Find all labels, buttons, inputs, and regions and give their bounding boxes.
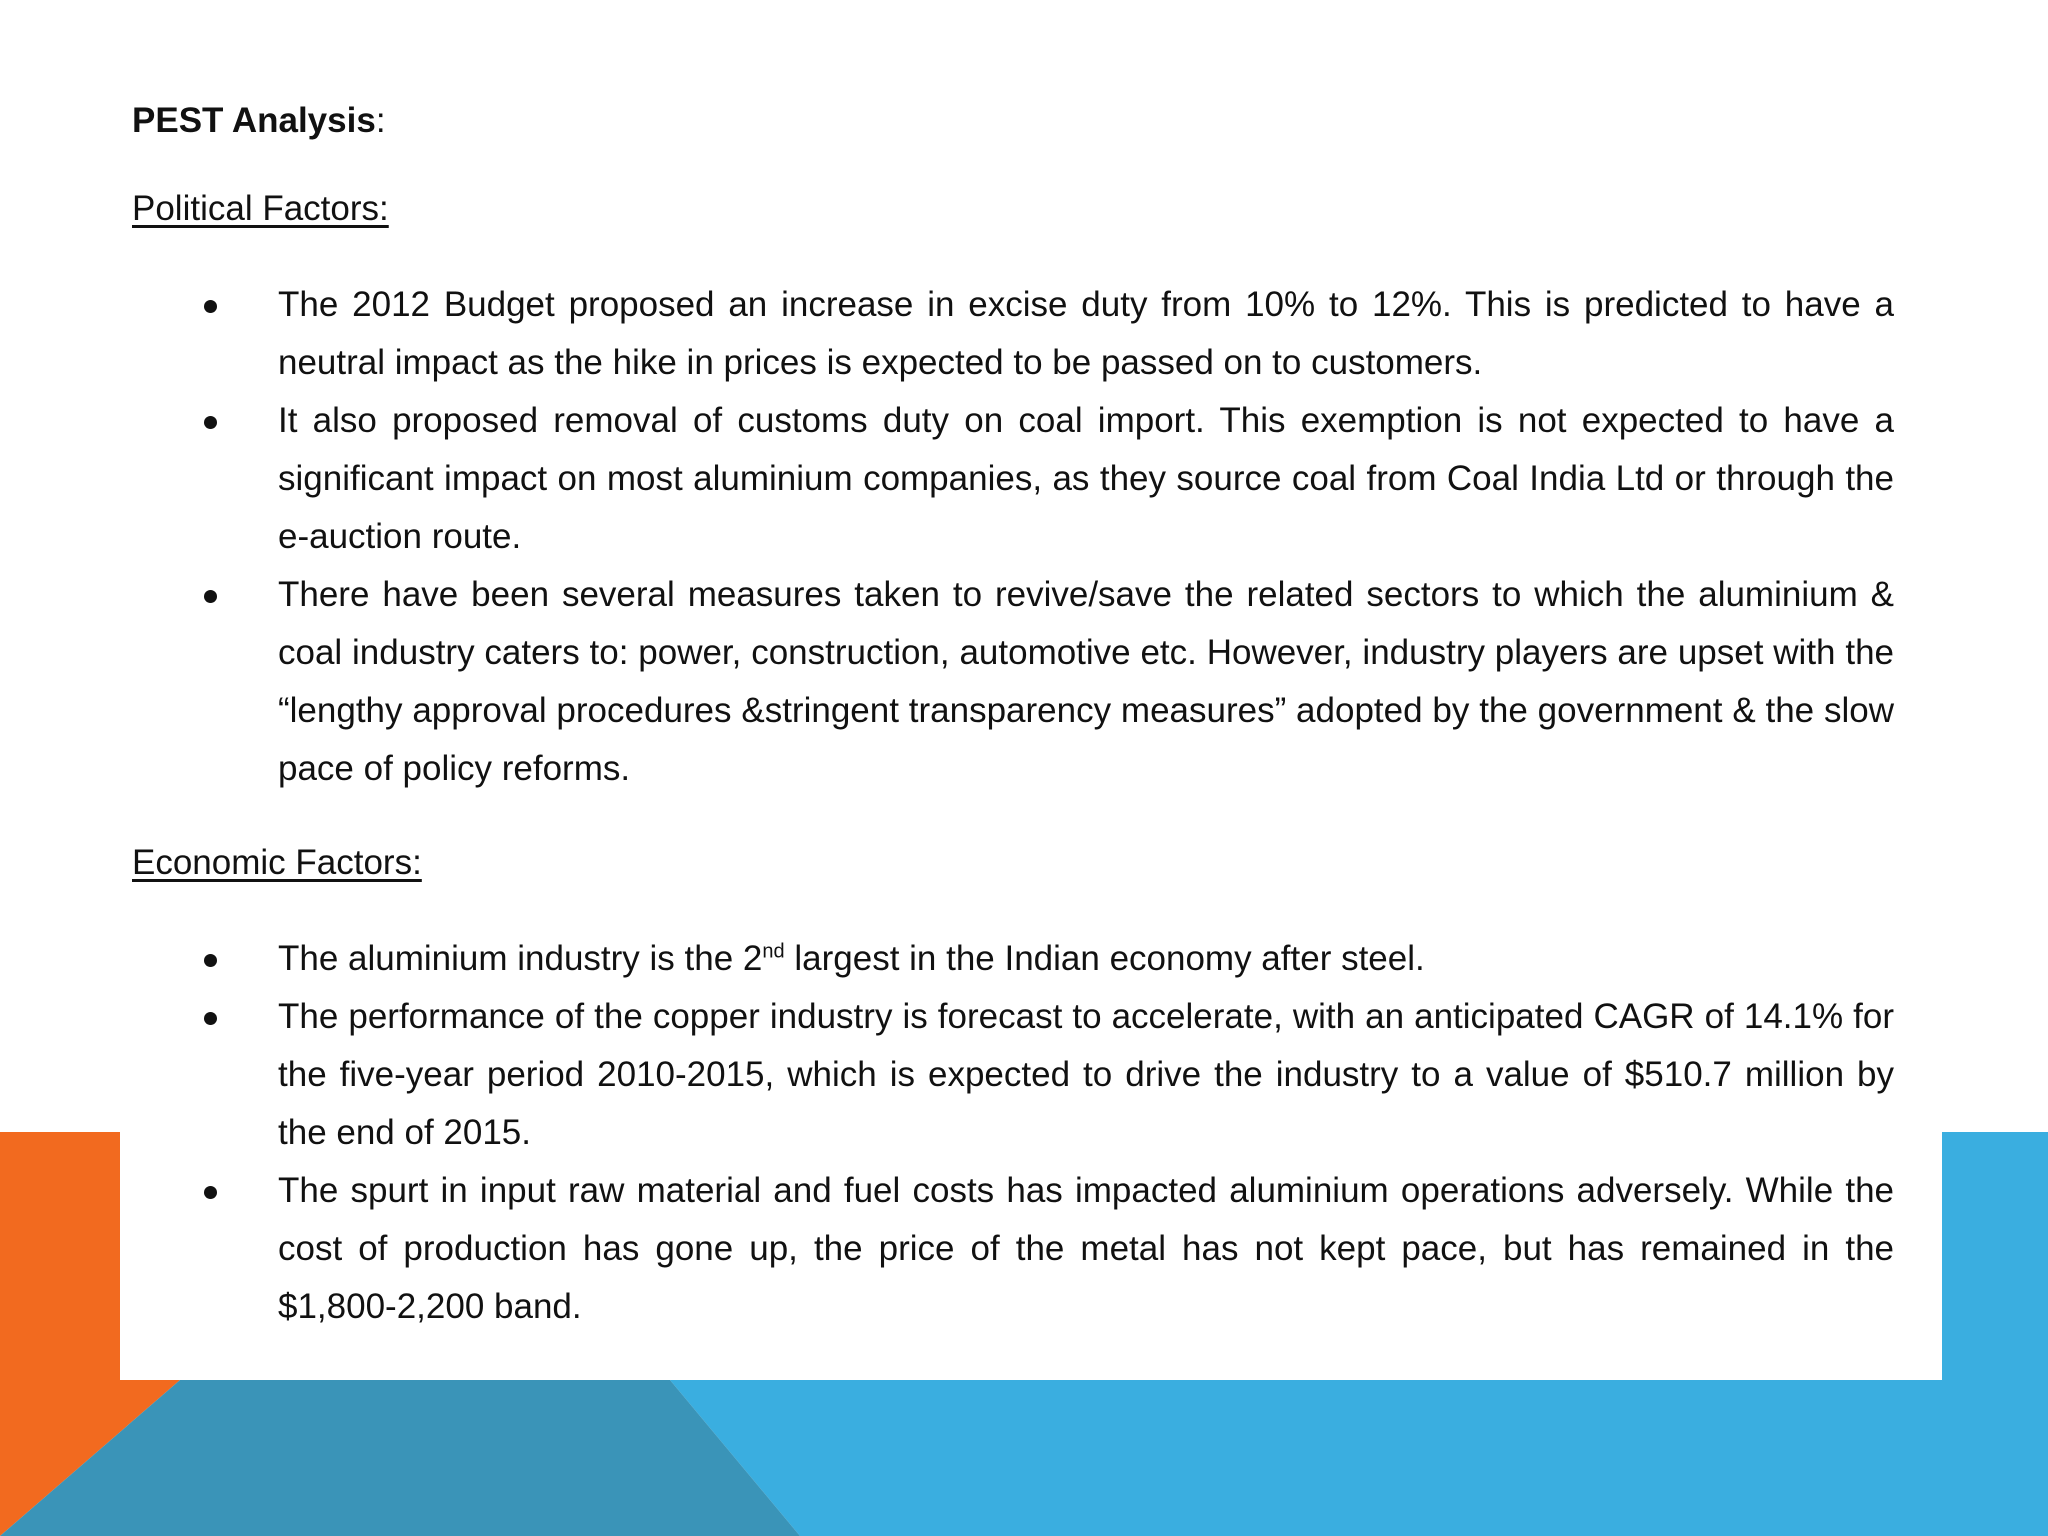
- list-item: [132, 1162, 1902, 1336]
- document-page: [120, 0, 1942, 1380]
- list-item: [132, 988, 1902, 1162]
- title-colon: :: [375, 101, 386, 140]
- bullet-dot-icon: [204, 416, 217, 429]
- page-title: [132, 96, 1902, 146]
- bullet-dot-icon: [204, 590, 217, 603]
- list-item: [132, 566, 1902, 798]
- list-item-text-after: largest in the Indian economy after steel.: [784, 939, 1425, 978]
- list-item-text: It also proposed removal of customs duty on coal import. This exemption is not expected to have a significant impact on most aluminium companies, as they source coal from Coal India Ltd or through the e-auction route.: [278, 401, 1894, 556]
- bullet-dot-icon: [204, 954, 217, 967]
- title-text: PEST Analysis: [132, 101, 376, 140]
- list-item: [132, 276, 1902, 392]
- list-item: [132, 930, 1902, 988]
- list-item-text: The performance of the copper industry is forecast to accelerate, with an anticipated CAGR of 14.1% for the five-year period 2010-2015, which is expected to drive the industry to a value of $510.7 million by the end of 2015.: [278, 997, 1894, 1152]
- political-factors-heading: Political Factors:: [132, 189, 389, 228]
- list-item-text-before: The aluminium industry is the 2: [278, 939, 763, 978]
- bullet-dot-icon: [204, 300, 217, 313]
- political-factors-list: [132, 276, 1902, 798]
- list-item-text: There have been several measures taken to revive/save the related sectors to which the aluminium & coal industry caters to: power, construction, automotive etc. However, industry players are upset with the “lengthy approval procedures &stringent transparency measures” adopted by the government & the slow pace of policy reforms.: [278, 575, 1894, 788]
- document-content: [132, 96, 1902, 1376]
- bullet-dot-icon: [204, 1012, 217, 1025]
- ordinal-superscript: nd: [762, 940, 785, 963]
- bullet-dot-icon: [204, 1186, 217, 1199]
- list-item-text: The spurt in input raw material and fuel costs has impacted aluminium operations adversely. While the cost of production has gone up, the price of the metal has not kept pace, but has remained in the $1,800-2,200 band.: [278, 1171, 1894, 1326]
- list-item: [132, 392, 1902, 566]
- economic-factors-heading: Economic Factors:: [132, 843, 422, 882]
- list-item-text: The 2012 Budget proposed an increase in excise duty from 10% to 12%. This is predicted to have a neutral impact as the hike in prices is expected to be passed on to customers.: [278, 285, 1894, 382]
- economic-factors-list: [132, 930, 1902, 1336]
